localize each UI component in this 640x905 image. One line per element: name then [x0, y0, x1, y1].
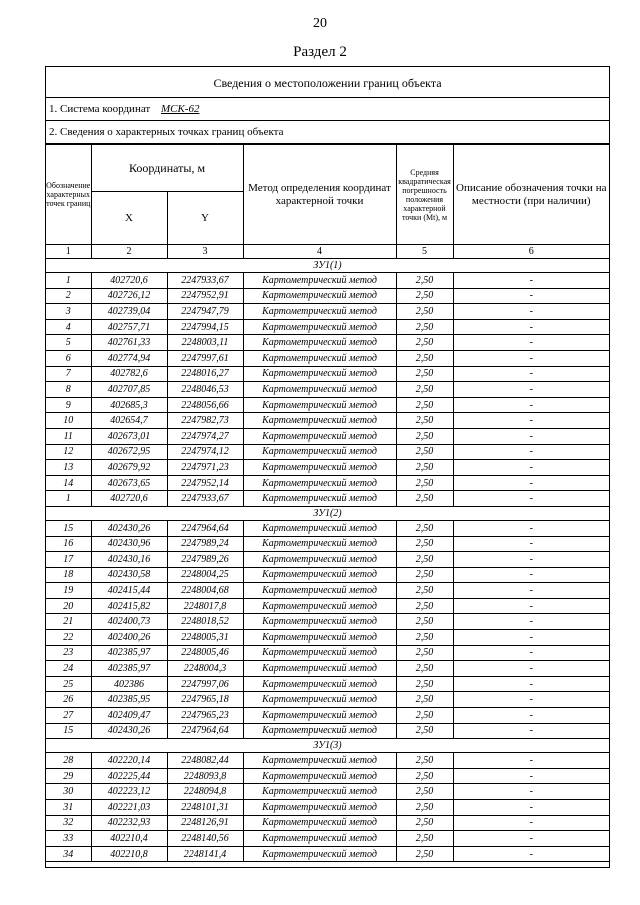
boundary-table-frame — [45, 66, 610, 868]
table-cell: 2,50 — [396, 428, 453, 444]
table-cell: - — [453, 335, 609, 351]
table-cell: 402386 — [91, 676, 167, 692]
table-cell: 402400,73 — [91, 614, 167, 630]
table-cell: 31 — [46, 800, 91, 816]
header-x: X — [91, 192, 167, 245]
table-cell: 2248056,66 — [167, 397, 243, 413]
table-row — [46, 645, 609, 661]
table-cell: - — [453, 397, 609, 413]
coord-system-value: МСК-62 — [160, 103, 200, 115]
table-cell: 2,50 — [396, 288, 453, 304]
table-cell: - — [453, 567, 609, 583]
table-cell: Картометрический метод — [243, 397, 396, 413]
table-cell: 2,50 — [396, 676, 453, 692]
table-cell: Картометрический метод — [243, 645, 396, 661]
table-cell: 2,50 — [396, 304, 453, 320]
table-row — [46, 583, 609, 599]
table-cell: 33 — [46, 831, 91, 847]
table-cell: 2,50 — [396, 552, 453, 568]
table-row — [46, 784, 609, 800]
group-row — [46, 506, 609, 520]
table-row — [46, 491, 609, 507]
table-row — [46, 520, 609, 536]
table-cell: 2,50 — [396, 815, 453, 831]
table-row — [46, 552, 609, 568]
table-cell: 402385,97 — [91, 661, 167, 677]
table-cell: Картометрический метод — [243, 491, 396, 507]
table-row — [46, 831, 609, 847]
group-row — [46, 259, 609, 273]
column-number: 4 — [243, 245, 396, 259]
table-row — [46, 723, 609, 739]
table-cell: 2,50 — [396, 536, 453, 552]
table-cell: 402415,44 — [91, 583, 167, 599]
table-cell: Картометрический метод — [243, 288, 396, 304]
column-number: 6 — [453, 245, 609, 259]
table-cell: Картометрический метод — [243, 800, 396, 816]
table-cell: - — [453, 614, 609, 630]
table-cell: 29 — [46, 768, 91, 784]
coord-system-line — [46, 98, 609, 121]
table-cell: - — [453, 304, 609, 320]
table-row — [46, 366, 609, 382]
table-cell: 402673,01 — [91, 428, 167, 444]
table-cell: 402210,8 — [91, 846, 167, 862]
table-cell: 2,50 — [396, 475, 453, 491]
table-cell: 8 — [46, 382, 91, 398]
table-cell: 402654,7 — [91, 413, 167, 429]
table-cell: Картометрический метод — [243, 692, 396, 708]
table-cell: 1 — [46, 273, 91, 289]
table-cell: 2,50 — [396, 723, 453, 739]
table-row — [46, 598, 609, 614]
table-cell: 2248017,8 — [167, 598, 243, 614]
table-cell: 2,50 — [396, 460, 453, 476]
table-cell: - — [453, 382, 609, 398]
table-cell: 402430,16 — [91, 552, 167, 568]
table-cell: 2,50 — [396, 491, 453, 507]
table-cell: Картометрический метод — [243, 630, 396, 646]
table-cell: 402672,95 — [91, 444, 167, 460]
table-cell: - — [453, 552, 609, 568]
table-cell: 2247982,73 — [167, 413, 243, 429]
table-cell: 2,50 — [396, 692, 453, 708]
table-cell: 2248082,44 — [167, 753, 243, 769]
table-cell: 21 — [46, 614, 91, 630]
table-cell: 5 — [46, 335, 91, 351]
table-cell: 27 — [46, 708, 91, 724]
header-accuracy: Средняя квадратическая погрешность положения характерной точки (Mt), м — [396, 145, 453, 245]
table-cell: Картометрический метод — [243, 753, 396, 769]
table-cell: 2 — [46, 288, 91, 304]
group-name: ЗУ1(2) — [46, 506, 609, 520]
table-row — [46, 676, 609, 692]
table-cell: 2247989,26 — [167, 552, 243, 568]
table-cell: 2248018,52 — [167, 614, 243, 630]
table-cell: Картометрический метод — [243, 460, 396, 476]
table-cell: 402220,14 — [91, 753, 167, 769]
table-cell: 402782,6 — [91, 366, 167, 382]
table-cell: 2247964,64 — [167, 723, 243, 739]
table-cell: 1 — [46, 491, 91, 507]
table-cell: 2,50 — [396, 614, 453, 630]
table-cell: - — [453, 536, 609, 552]
header-point-designation: Обозначение характерных точек границ — [46, 145, 91, 245]
table-cell: Картометрический метод — [243, 382, 396, 398]
table-cell: 402225,44 — [91, 768, 167, 784]
table-cell: 402707,85 — [91, 382, 167, 398]
table-cell: - — [453, 723, 609, 739]
table-cell: Картометрический метод — [243, 552, 396, 568]
table-row — [46, 397, 609, 413]
table-row — [46, 630, 609, 646]
table-cell: Картометрический метод — [243, 428, 396, 444]
table-cell: 2247952,91 — [167, 288, 243, 304]
table-cell: 2248046,53 — [167, 382, 243, 398]
table-cell: 2,50 — [396, 366, 453, 382]
table-cell: Картометрический метод — [243, 273, 396, 289]
table-cell: 2,50 — [396, 413, 453, 429]
table-cell: - — [453, 413, 609, 429]
column-numbers-row — [46, 245, 609, 259]
table-cell: 2247989,24 — [167, 536, 243, 552]
table-cell: - — [453, 661, 609, 677]
table-row — [46, 428, 609, 444]
table-cell: 2,50 — [396, 444, 453, 460]
table-cell: 2,50 — [396, 645, 453, 661]
table-row — [46, 567, 609, 583]
table-row — [46, 319, 609, 335]
table-cell: 402761,33 — [91, 335, 167, 351]
table-row — [46, 382, 609, 398]
table-cell: 32 — [46, 815, 91, 831]
table-cell: Картометрический метод — [243, 614, 396, 630]
table-cell: Картометрический метод — [243, 567, 396, 583]
table-cell: Картометрический метод — [243, 661, 396, 677]
table-cell: 23 — [46, 645, 91, 661]
table-cell: 402720,6 — [91, 491, 167, 507]
table-cell: - — [453, 645, 609, 661]
table-cell: 2248004,68 — [167, 583, 243, 599]
table-cell: 402673,65 — [91, 475, 167, 491]
table-cell: 402385,95 — [91, 692, 167, 708]
table-cell: 402400,26 — [91, 630, 167, 646]
table-cell: - — [453, 598, 609, 614]
table-row — [46, 335, 609, 351]
table-cell: 402757,71 — [91, 319, 167, 335]
table-cell: 2247994,15 — [167, 319, 243, 335]
table-cell: 12 — [46, 444, 91, 460]
table-cell: 2,50 — [396, 768, 453, 784]
page-number: 20 — [313, 16, 327, 31]
table-cell: 19 — [46, 583, 91, 599]
table-cell: 2248140,56 — [167, 831, 243, 847]
table-row — [46, 273, 609, 289]
table-row — [46, 304, 609, 320]
table-cell: Картометрический метод — [243, 723, 396, 739]
group-name: ЗУ1(1) — [46, 259, 609, 273]
table-cell: 402409,47 — [91, 708, 167, 724]
table-cell: Картометрический метод — [243, 350, 396, 366]
table-cell: 10 — [46, 413, 91, 429]
table-cell: Картометрический метод — [243, 846, 396, 862]
table-cell: 14 — [46, 475, 91, 491]
table-cell: 11 — [46, 428, 91, 444]
table-cell: 2,50 — [396, 598, 453, 614]
table-cell: 18 — [46, 567, 91, 583]
header-y: Y — [167, 192, 243, 245]
group-row — [46, 739, 609, 753]
table-cell: Картометрический метод — [243, 598, 396, 614]
table-cell: 2247965,23 — [167, 708, 243, 724]
table-cell: 402685,3 — [91, 397, 167, 413]
table-cell: 402720,6 — [91, 273, 167, 289]
table-cell: Картометрический метод — [243, 536, 396, 552]
table-cell: 2,50 — [396, 382, 453, 398]
table-cell: 2248005,31 — [167, 630, 243, 646]
table-row — [46, 846, 609, 862]
table-cell: 402232,93 — [91, 815, 167, 831]
table-cell: 2248141,4 — [167, 846, 243, 862]
table-cell: 402430,26 — [91, 520, 167, 536]
table-cell: 2247997,61 — [167, 350, 243, 366]
table-cell: Картометрический метод — [243, 304, 396, 320]
table-cell: Картометрический метод — [243, 708, 396, 724]
table-cell: 7 — [46, 366, 91, 382]
table-cell: - — [453, 428, 609, 444]
table-cell: 2248093,8 — [167, 768, 243, 784]
table-cell: 25 — [46, 676, 91, 692]
table-cell: Картометрический метод — [243, 831, 396, 847]
table-cell: 402726,12 — [91, 288, 167, 304]
table-cell: 402385,97 — [91, 645, 167, 661]
table-cell: 2247933,67 — [167, 273, 243, 289]
table-cell: 2248004,25 — [167, 567, 243, 583]
table-cell: 2247974,12 — [167, 444, 243, 460]
table-cell: 2,50 — [396, 273, 453, 289]
table-cell: Картометрический метод — [243, 784, 396, 800]
table-cell: 402430,26 — [91, 723, 167, 739]
table-cell: 2248094,8 — [167, 784, 243, 800]
table-cell: Картометрический метод — [243, 815, 396, 831]
table-cell: 2248003,11 — [167, 335, 243, 351]
table-cell: 34 — [46, 846, 91, 862]
header-description: Описание обозначения точки на местности (при наличии) — [453, 145, 609, 245]
table-cell: 402430,96 — [91, 536, 167, 552]
table-row — [46, 350, 609, 366]
table-cell: - — [453, 800, 609, 816]
table-cell: Картометрический метод — [243, 583, 396, 599]
table-cell: 402430,58 — [91, 567, 167, 583]
table-cell: - — [453, 460, 609, 476]
table-cell: 16 — [46, 536, 91, 552]
table-cell: - — [453, 708, 609, 724]
table-cell: 9 — [46, 397, 91, 413]
table-row — [46, 661, 609, 677]
table-cell: 402210,4 — [91, 831, 167, 847]
table-cell: 13 — [46, 460, 91, 476]
table-row — [46, 708, 609, 724]
table-cell: - — [453, 350, 609, 366]
coord-system-label: 1. Система координат — [49, 103, 151, 115]
table-cell: 2248004,3 — [167, 661, 243, 677]
table-cell: 2247947,79 — [167, 304, 243, 320]
table-cell: 2,50 — [396, 335, 453, 351]
table-cell: - — [453, 288, 609, 304]
table-cell: 2,50 — [396, 784, 453, 800]
table-cell: - — [453, 273, 609, 289]
table-cell: - — [453, 583, 609, 599]
table-cell: 2,50 — [396, 520, 453, 536]
table-cell: Картометрический метод — [243, 444, 396, 460]
table-cell: 2247971,23 — [167, 460, 243, 476]
table-cell: 2247974,27 — [167, 428, 243, 444]
table-cell: 2248005,46 — [167, 645, 243, 661]
header-method: Метод определения координат характерной точки — [243, 145, 396, 245]
table-row — [46, 288, 609, 304]
table-cell: - — [453, 491, 609, 507]
table-cell: 2,50 — [396, 583, 453, 599]
column-number: 1 — [46, 245, 91, 259]
table-cell: - — [453, 846, 609, 862]
table-cell: 30 — [46, 784, 91, 800]
table-title: Сведения о местоположении границ объекта — [46, 67, 609, 98]
table-cell: 402415,82 — [91, 598, 167, 614]
table-row — [46, 800, 609, 816]
table-cell: 2,50 — [396, 630, 453, 646]
table-cell: - — [453, 676, 609, 692]
table-cell: Картометрический метод — [243, 366, 396, 382]
table-cell: 2247964,64 — [167, 520, 243, 536]
table-cell: 2247997,06 — [167, 676, 243, 692]
table-cell: 402679,92 — [91, 460, 167, 476]
table-cell: - — [453, 319, 609, 335]
column-number: 3 — [167, 245, 243, 259]
table-cell: 2248126,91 — [167, 815, 243, 831]
table-row — [46, 475, 609, 491]
table-cell: 3 — [46, 304, 91, 320]
table-cell: 2247965,18 — [167, 692, 243, 708]
table-cell: - — [453, 692, 609, 708]
table-cell: 20 — [46, 598, 91, 614]
table-cell: 15 — [46, 723, 91, 739]
table-cell: Картометрический метод — [243, 475, 396, 491]
table-cell: 402774,94 — [91, 350, 167, 366]
table-cell: 28 — [46, 753, 91, 769]
points-table — [46, 144, 609, 862]
table-cell: Картометрический метод — [243, 319, 396, 335]
table-cell: 2,50 — [396, 319, 453, 335]
table-cell: 2,50 — [396, 708, 453, 724]
table-cell: Картометрический метод — [243, 413, 396, 429]
table-cell: - — [453, 815, 609, 831]
group-name: ЗУ1(3) — [46, 739, 609, 753]
table-cell: 402739,04 — [91, 304, 167, 320]
table-cell: 402221,03 — [91, 800, 167, 816]
table-cell: 6 — [46, 350, 91, 366]
table-cell: 2248101,31 — [167, 800, 243, 816]
table-cell: 2,50 — [396, 846, 453, 862]
table-cell: Картометрический метод — [243, 676, 396, 692]
table-cell: 2,50 — [396, 397, 453, 413]
table-cell: 17 — [46, 552, 91, 568]
table-row — [46, 768, 609, 784]
table-cell: 2,50 — [396, 753, 453, 769]
table-row — [46, 753, 609, 769]
points-title: 2. Сведения о характерных точках границ объекта — [46, 121, 609, 144]
table-cell: - — [453, 630, 609, 646]
section-title: Раздел 2 — [293, 44, 347, 60]
table-cell: - — [453, 444, 609, 460]
table-cell: 24 — [46, 661, 91, 677]
table-cell: 2,50 — [396, 800, 453, 816]
table-cell: 2248016,27 — [167, 366, 243, 382]
table-cell: - — [453, 520, 609, 536]
table-cell: Картометрический метод — [243, 520, 396, 536]
table-row — [46, 815, 609, 831]
table-row — [46, 614, 609, 630]
column-number: 2 — [91, 245, 167, 259]
table-cell: 2,50 — [396, 831, 453, 847]
table-cell: Картометрический метод — [243, 768, 396, 784]
table-row — [46, 460, 609, 476]
table-cell: 402223,12 — [91, 784, 167, 800]
table-cell: 4 — [46, 319, 91, 335]
table-cell: - — [453, 831, 609, 847]
table-cell: 2,50 — [396, 567, 453, 583]
table-cell: Картометрический метод — [243, 335, 396, 351]
table-cell: - — [453, 366, 609, 382]
table-cell: - — [453, 475, 609, 491]
table-row — [46, 536, 609, 552]
table-row — [46, 444, 609, 460]
table-cell: - — [453, 768, 609, 784]
table-cell: 26 — [46, 692, 91, 708]
table-cell: 2247952,14 — [167, 475, 243, 491]
header-coordinates: Координаты, м — [91, 145, 243, 192]
table-cell: 2247933,67 — [167, 491, 243, 507]
table-cell: 2,50 — [396, 661, 453, 677]
table-cell: 15 — [46, 520, 91, 536]
table-cell: - — [453, 753, 609, 769]
table-cell: 2,50 — [396, 350, 453, 366]
table-cell: 22 — [46, 630, 91, 646]
column-number: 5 — [396, 245, 453, 259]
table-row — [46, 413, 609, 429]
table-cell: - — [453, 784, 609, 800]
table-row — [46, 692, 609, 708]
